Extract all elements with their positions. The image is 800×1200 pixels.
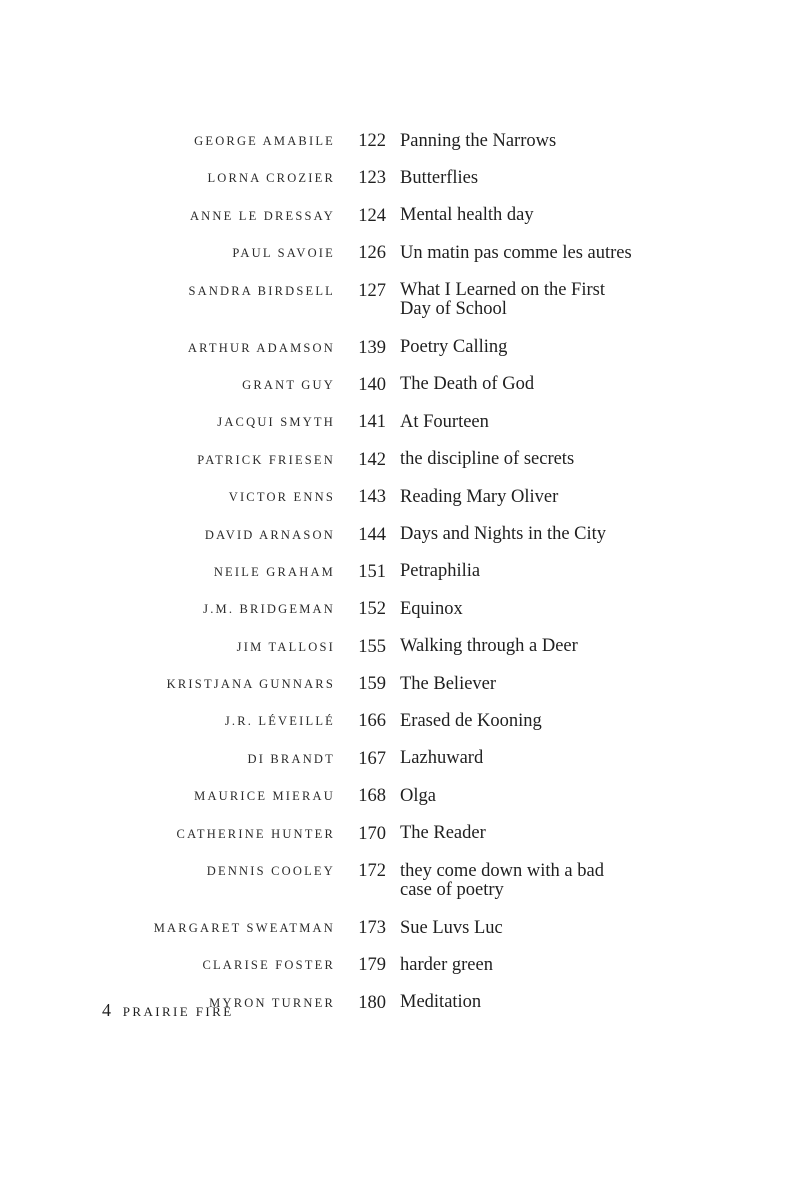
toc-entry bbox=[0, 335, 800, 372]
toc-author: MYRON TURNER bbox=[209, 995, 335, 1010]
toc-author: VICTOR ENNS bbox=[228, 490, 335, 505]
toc-page-number: 173 bbox=[358, 918, 386, 939]
toc-title: Walking through a Deer bbox=[400, 636, 578, 657]
toc-author: KRISTJANA GUNNARS bbox=[166, 677, 335, 692]
toc-entry bbox=[0, 915, 800, 952]
toc-entry bbox=[0, 783, 800, 820]
toc-page-number: 139 bbox=[358, 337, 386, 358]
toc-title: The Reader bbox=[400, 823, 486, 844]
toc-page-number: 122 bbox=[358, 131, 386, 151]
toc-page-number: 166 bbox=[358, 711, 386, 732]
toc-entry bbox=[0, 165, 800, 202]
toc-author: MAURICE MIERAU bbox=[194, 789, 335, 804]
toc-title: Mental health day bbox=[400, 205, 534, 226]
toc-title: Sue Luvs Luc bbox=[400, 917, 503, 938]
toc-page-number: 151 bbox=[358, 561, 386, 582]
toc-author: PATRICK FRIESEN bbox=[197, 452, 335, 467]
toc-title: Erased de Kooning bbox=[400, 710, 542, 731]
toc-entry bbox=[0, 596, 800, 633]
toc-page-number: 172 bbox=[358, 861, 386, 882]
running-footer-journal-name: PRAIRIE FIRE bbox=[122, 1004, 234, 1019]
toc-page-number: 155 bbox=[358, 636, 386, 657]
toc-entry bbox=[0, 447, 800, 484]
toc-author: PAUL SAVOIE bbox=[232, 246, 335, 261]
toc-page-number: 180 bbox=[358, 992, 386, 1013]
toc-page-number: 170 bbox=[358, 823, 386, 844]
toc-entry bbox=[0, 409, 800, 446]
toc-title: Panning the Narrows bbox=[400, 130, 557, 151]
toc-author: ARTHUR ADAMSON bbox=[187, 340, 335, 355]
toc-entry bbox=[0, 671, 800, 708]
toc-title: Equinox bbox=[400, 598, 463, 619]
toc-author: JACQUI SMYTH bbox=[217, 415, 335, 430]
toc-page-number: 127 bbox=[358, 280, 386, 301]
toc-author: DI BRANDT bbox=[247, 751, 335, 766]
toc-author: J.M. BRIDGEMAN bbox=[203, 602, 335, 617]
toc-author: CATHERINE HUNTER bbox=[176, 826, 335, 841]
toc-page-number: 126 bbox=[358, 243, 386, 264]
toc-entry bbox=[0, 522, 800, 559]
toc-page-number: 167 bbox=[358, 748, 386, 769]
toc-author: ANNE LE DRESSAY bbox=[189, 208, 335, 223]
toc-entry bbox=[0, 128, 800, 165]
toc-title: The Death of God bbox=[400, 374, 535, 395]
toc-title: Un matin pas comme les autres bbox=[400, 242, 632, 263]
toc-author: MARGARET SWEATMAN bbox=[153, 921, 335, 936]
toc-entry bbox=[0, 559, 800, 596]
page-footer bbox=[102, 1000, 234, 1022]
toc-author: SANDRA BIRDSELL bbox=[188, 283, 335, 298]
toc-page-number: 123 bbox=[358, 168, 386, 189]
toc-entry bbox=[0, 484, 800, 521]
toc-title: Olga bbox=[400, 785, 436, 806]
toc-title: Days and Nights in the City bbox=[400, 524, 607, 545]
toc-page-number: 140 bbox=[358, 374, 386, 395]
toc-title: Meditation bbox=[400, 992, 482, 1013]
toc-author: J.R. LÉVEILLÉ bbox=[224, 714, 335, 729]
toc-page-number: 142 bbox=[358, 449, 386, 470]
toc-page-number: 168 bbox=[358, 786, 386, 807]
toc-author: LORNA CROZIER bbox=[207, 171, 335, 186]
toc-entry bbox=[0, 240, 800, 277]
toc-entry bbox=[0, 278, 800, 335]
toc-author: GEORGE AMABILE bbox=[194, 134, 335, 148]
toc-author: GRANT GUY bbox=[242, 377, 335, 392]
toc-page-number: 159 bbox=[358, 674, 386, 695]
toc-title: they come down with a bad case of poetry bbox=[400, 860, 604, 900]
toc-title: Reading Mary Oliver bbox=[400, 486, 559, 507]
toc-title: Petraphilia bbox=[400, 561, 481, 582]
toc-author: DAVID ARNASON bbox=[204, 527, 335, 542]
toc-entry bbox=[0, 708, 800, 745]
toc-title: Lazhuward bbox=[400, 748, 484, 769]
toc-author: NEILE GRAHAM bbox=[213, 564, 335, 579]
toc-entry bbox=[0, 746, 800, 783]
toc-title: the discipline of secrets bbox=[400, 449, 575, 470]
toc-page-number: 141 bbox=[358, 412, 386, 433]
toc-title: Butterflies bbox=[400, 167, 479, 188]
toc-entry bbox=[0, 952, 800, 989]
table-of-contents bbox=[0, 128, 800, 1027]
toc-page-number: 124 bbox=[358, 205, 386, 226]
toc-page-number: 143 bbox=[358, 487, 386, 508]
toc-entry bbox=[0, 634, 800, 671]
toc-entry bbox=[0, 372, 800, 409]
toc-title: At Fourteen bbox=[400, 411, 489, 432]
toc-title: What I Learned on the First Day of School bbox=[400, 280, 605, 320]
folio-page-number: 4 bbox=[102, 1000, 111, 1020]
toc-title: Poetry Calling bbox=[400, 337, 508, 358]
toc-entry bbox=[0, 203, 800, 240]
toc-author: DENNIS COOLEY bbox=[206, 864, 335, 879]
toc-entry bbox=[0, 821, 800, 858]
toc-page-number: 179 bbox=[358, 955, 386, 976]
toc-page-number: 144 bbox=[358, 524, 386, 545]
toc-title: The Believer bbox=[400, 673, 497, 694]
toc-title: harder green bbox=[400, 954, 493, 975]
toc-entry bbox=[0, 858, 800, 915]
toc-page-number: 152 bbox=[358, 599, 386, 620]
toc-author: CLARISE FOSTER bbox=[202, 958, 335, 973]
toc-author: JIM TALLOSI bbox=[236, 639, 335, 654]
